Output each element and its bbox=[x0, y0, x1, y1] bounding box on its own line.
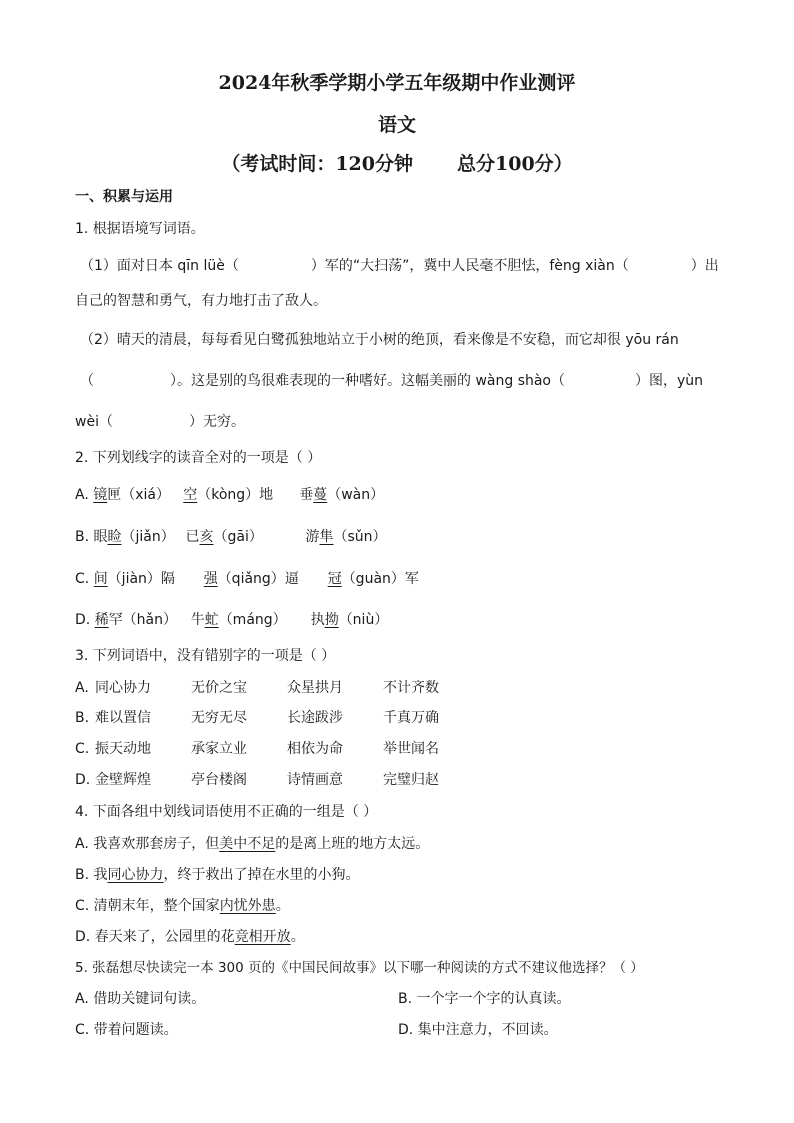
word: 众星拱月 bbox=[287, 680, 343, 696]
underlined-char: 冠 bbox=[327, 571, 342, 587]
q5-option-d: D. 集中注意力，不回读。 bbox=[398, 1022, 558, 1038]
q4-stem: 4. 下面各组中划线词语使用不正确的一组是（ ） bbox=[75, 804, 378, 820]
word: 同心协力 bbox=[95, 680, 151, 696]
underlined-char: 睑 bbox=[107, 529, 122, 545]
q1-p1-text-c: ）出 bbox=[690, 258, 719, 274]
exam-time: （考试时间：120分钟 bbox=[221, 153, 413, 175]
underlined-phrase: 同心协力 bbox=[107, 867, 164, 883]
underlined-phrase: 美中不足 bbox=[219, 836, 276, 852]
q1-p2-text-e: ）无穷。 bbox=[188, 414, 245, 430]
q1-p2-text-c: ）图，yùn bbox=[635, 373, 704, 389]
q5-option-c: C. 带着问题读。 bbox=[75, 1022, 178, 1038]
q5-option-a: A. 借助关键词句读。 bbox=[75, 991, 206, 1007]
underlined-phrase: 竞相开放 bbox=[234, 929, 291, 945]
underlined-char: 镜 bbox=[93, 487, 108, 503]
option-label: C. bbox=[75, 571, 94, 587]
q2-stem: 2. 下列划线字的读音全对的一项是（ ） bbox=[75, 450, 322, 466]
option-label: A. bbox=[75, 487, 94, 503]
q2-option-a: A. 镜匣（xiá） 空（kòng）地 垂蔓（wàn） bbox=[75, 487, 385, 503]
option-label: C. bbox=[75, 741, 90, 757]
q2-option-c: C. 间（jiàn）隔 强（qiǎng）逼 冠（guàn）军 bbox=[75, 571, 419, 587]
section-heading: 一、积累与运用 bbox=[75, 189, 173, 205]
q1-part2-line2 bbox=[80, 372, 703, 390]
underlined-char: 强 bbox=[203, 571, 218, 587]
q1-part1-line2: 自己的智慧和勇气，有力地打击了敌人。 bbox=[75, 293, 327, 309]
q3-option-d bbox=[75, 771, 439, 789]
underlined-char: 亥 bbox=[199, 529, 214, 545]
underlined-phrase: 内忧外患 bbox=[219, 898, 276, 914]
q3-option-b bbox=[75, 709, 439, 727]
underlined-char: 稀 bbox=[94, 612, 109, 628]
word: 诗情画意 bbox=[287, 772, 343, 788]
word: 举世闻名 bbox=[383, 741, 439, 757]
q3-stem: 3. 下列词语中，没有错别字的一项是（ ） bbox=[75, 648, 336, 664]
word: 完璧归赵 bbox=[383, 772, 439, 788]
q1-p1-text-a: （1）面对日本 qīn lüè（ bbox=[80, 258, 239, 274]
q4-option-c: C. 清朝末年，整个国家内忧外患。 bbox=[75, 898, 290, 914]
q4-option-d: D. 春天来了，公园里的花竞相开放。 bbox=[75, 929, 305, 945]
q5-option-b: B. 一个字一个字的认真读。 bbox=[398, 991, 571, 1007]
q1-part1-line1 bbox=[80, 257, 719, 275]
q2-option-d: D. 稀罕（hǎn） 牛虻（máng） 执拗（niù） bbox=[75, 612, 389, 628]
q1-part2-line1: （2）晴天的清晨，每每看见白鹭孤独地站立于小树的绝顶，看来像是不安稳，而它却很 yōu rán bbox=[80, 332, 679, 348]
word: 不计齐数 bbox=[383, 680, 439, 696]
underlined-char: 蔓 bbox=[313, 487, 328, 503]
subject-title: 语文 bbox=[377, 114, 416, 136]
q1-p1-text-b: ）军的“大扫荡”，冀中人民毫不胆怯，fèng xiàn（ bbox=[310, 258, 629, 274]
option-label: A. bbox=[75, 680, 89, 696]
q3-option-a bbox=[75, 679, 439, 697]
q1-stem: 1. 根据语境写词语。 bbox=[75, 221, 205, 237]
word: 振天动地 bbox=[95, 741, 151, 757]
option-label: D. bbox=[75, 612, 95, 628]
exam-info bbox=[0, 149, 794, 176]
option-label: B. bbox=[75, 529, 94, 545]
word: 长途跋涉 bbox=[287, 710, 343, 726]
underlined-char: 虻 bbox=[204, 612, 219, 628]
word: 无价之宝 bbox=[191, 680, 247, 696]
q2-option-b: B. 眼睑（jiǎn） 已亥（gāi） 游隼（sǔn） bbox=[75, 529, 387, 545]
word: 相依为命 bbox=[287, 741, 343, 757]
word: 承家立业 bbox=[191, 741, 247, 757]
q4-option-a: A. 我喜欢那套房子，但美中不足的是离上班的地方太远。 bbox=[75, 836, 430, 852]
word: 无穷无尽 bbox=[191, 710, 247, 726]
underlined-char: 拗 bbox=[324, 612, 339, 628]
option-label: B. bbox=[75, 710, 90, 726]
exam-title: 2024年秋季学期小学五年级期中作业测评 bbox=[218, 72, 576, 94]
word: 亭台楼阁 bbox=[191, 772, 247, 788]
q1-p2-text-a: （ bbox=[80, 373, 94, 389]
q1-p2-text-d: wèi（ bbox=[75, 414, 113, 430]
q1-p2-text-b: ）。这是别的鸟很难表现的一种嗜好。这幅美丽的 wàng shào（ bbox=[170, 373, 565, 389]
option-label: D. bbox=[75, 772, 91, 788]
q1-part2-line3 bbox=[75, 413, 245, 431]
word: 千真万确 bbox=[383, 710, 439, 726]
underlined-char: 间 bbox=[93, 571, 108, 587]
q4-option-b: B. 我同心协力，终于救出了掉在水里的小狗。 bbox=[75, 867, 360, 883]
underlined-char: 隼 bbox=[319, 529, 334, 545]
underlined-char: 空 bbox=[183, 487, 198, 503]
word: 难以置信 bbox=[95, 710, 151, 726]
word: 金壁辉煌 bbox=[95, 772, 151, 788]
q5-stem: 5. 张磊想尽快读完一本 300 页的《中国民间故事》以下哪一种阅读的方式不建议他选择？（ ） bbox=[75, 960, 644, 976]
exam-total-score: 总分100分） bbox=[457, 153, 573, 175]
q3-option-c bbox=[75, 740, 439, 758]
